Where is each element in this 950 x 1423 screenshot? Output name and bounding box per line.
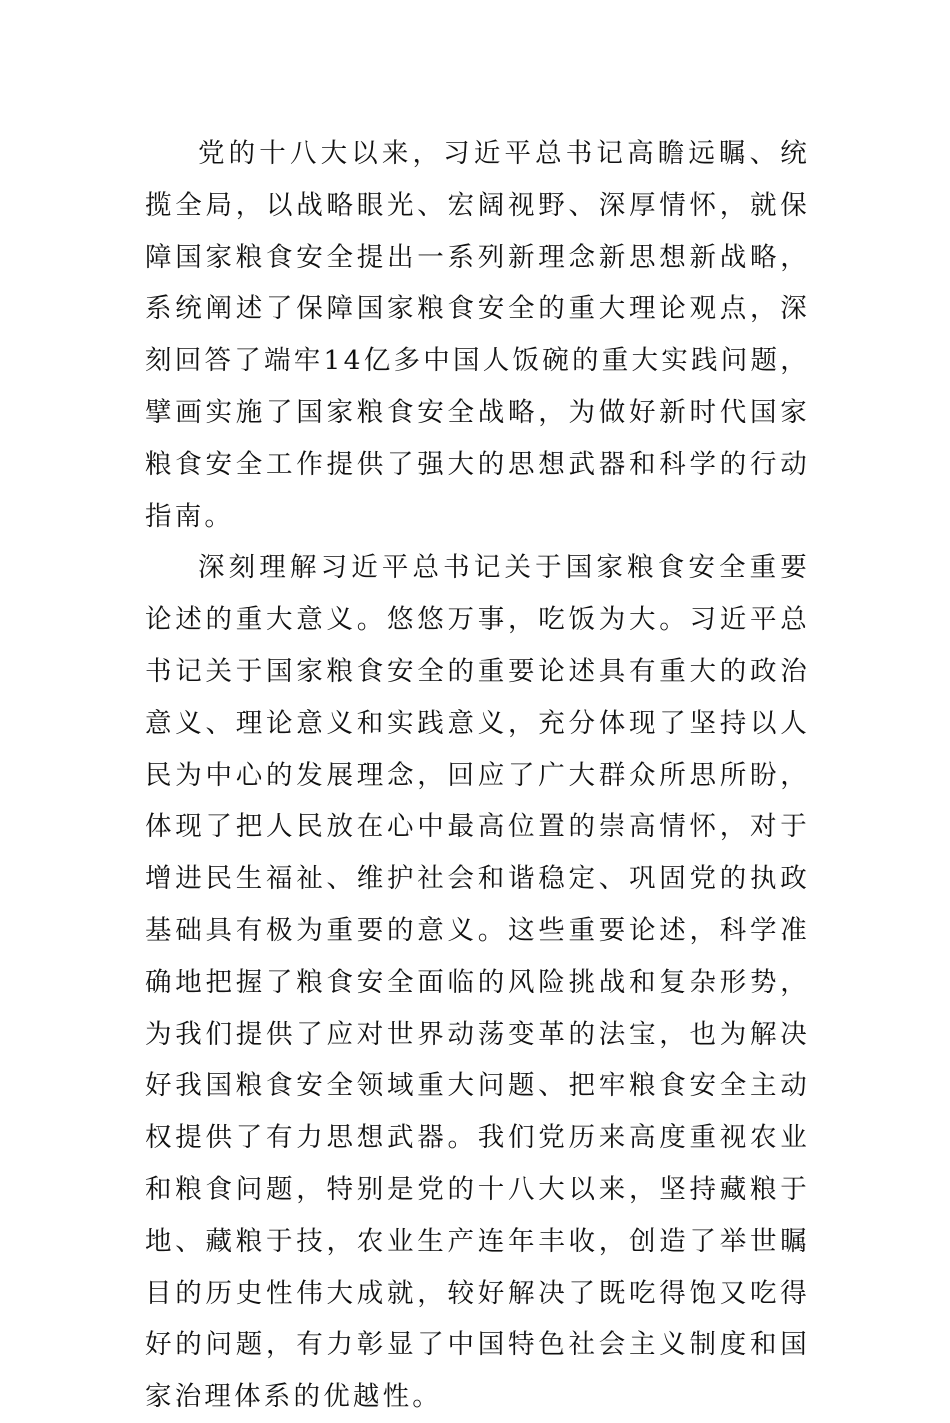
paragraph-2: 深刻理解习近平总书记关于国家粮食安全重要论述的重大意义。悠悠万事，吃饭为大。习近平总书记关于国家粮食安全的重要论述具有重大的政治意义、理论意义和实践意义，充分体现了坚持以人民为中心的发展理念，回应了广大群众所思所盼，体现了把人民放在心中最高位置的崇高情怀，对于增进民生福祉、维护社会和谐稳定、巩固党的执政基础具有极为重要的意义。这些重要论述，科学准确地把握了粮食安全面临的风险挑战和复杂形势，为我们提供了应对世界动荡变革的法宝，也为解决好我国粮食安全领域重大问题、把牢粮食安全主动权提供了有力思想武器。我们党历来高度重视农业和粮食问题，特别是党的十八大以来，坚持藏粮于地、藏粮于技，农业生产连年丰收，创造了举世瞩目的历史性伟大成就，较好解决了既吃得饱又吃得好的问题，有力彰显了中国特色社会主义制度和国家治理体系的优越性。 xyxy=(145,552,810,1413)
paragraph-1: 党的十八大以来，习近平总书记高瞻远瞩、统揽全局，以战略眼光、宏阔视野、深厚情怀，就保障国家粮食安全提出一系列新理念新思想新战略，系统阐述了保障国家粮食安全的重大理论观点，深刻回答了端牢14亿多中国人饭碗的重大实践问题，擘画实施了国家粮食安全战略，为做好新时代国家粮食安全工作提供了强大的思想武器和科学的行动指南。 xyxy=(145,138,810,532)
document-body xyxy=(145,128,810,1423)
